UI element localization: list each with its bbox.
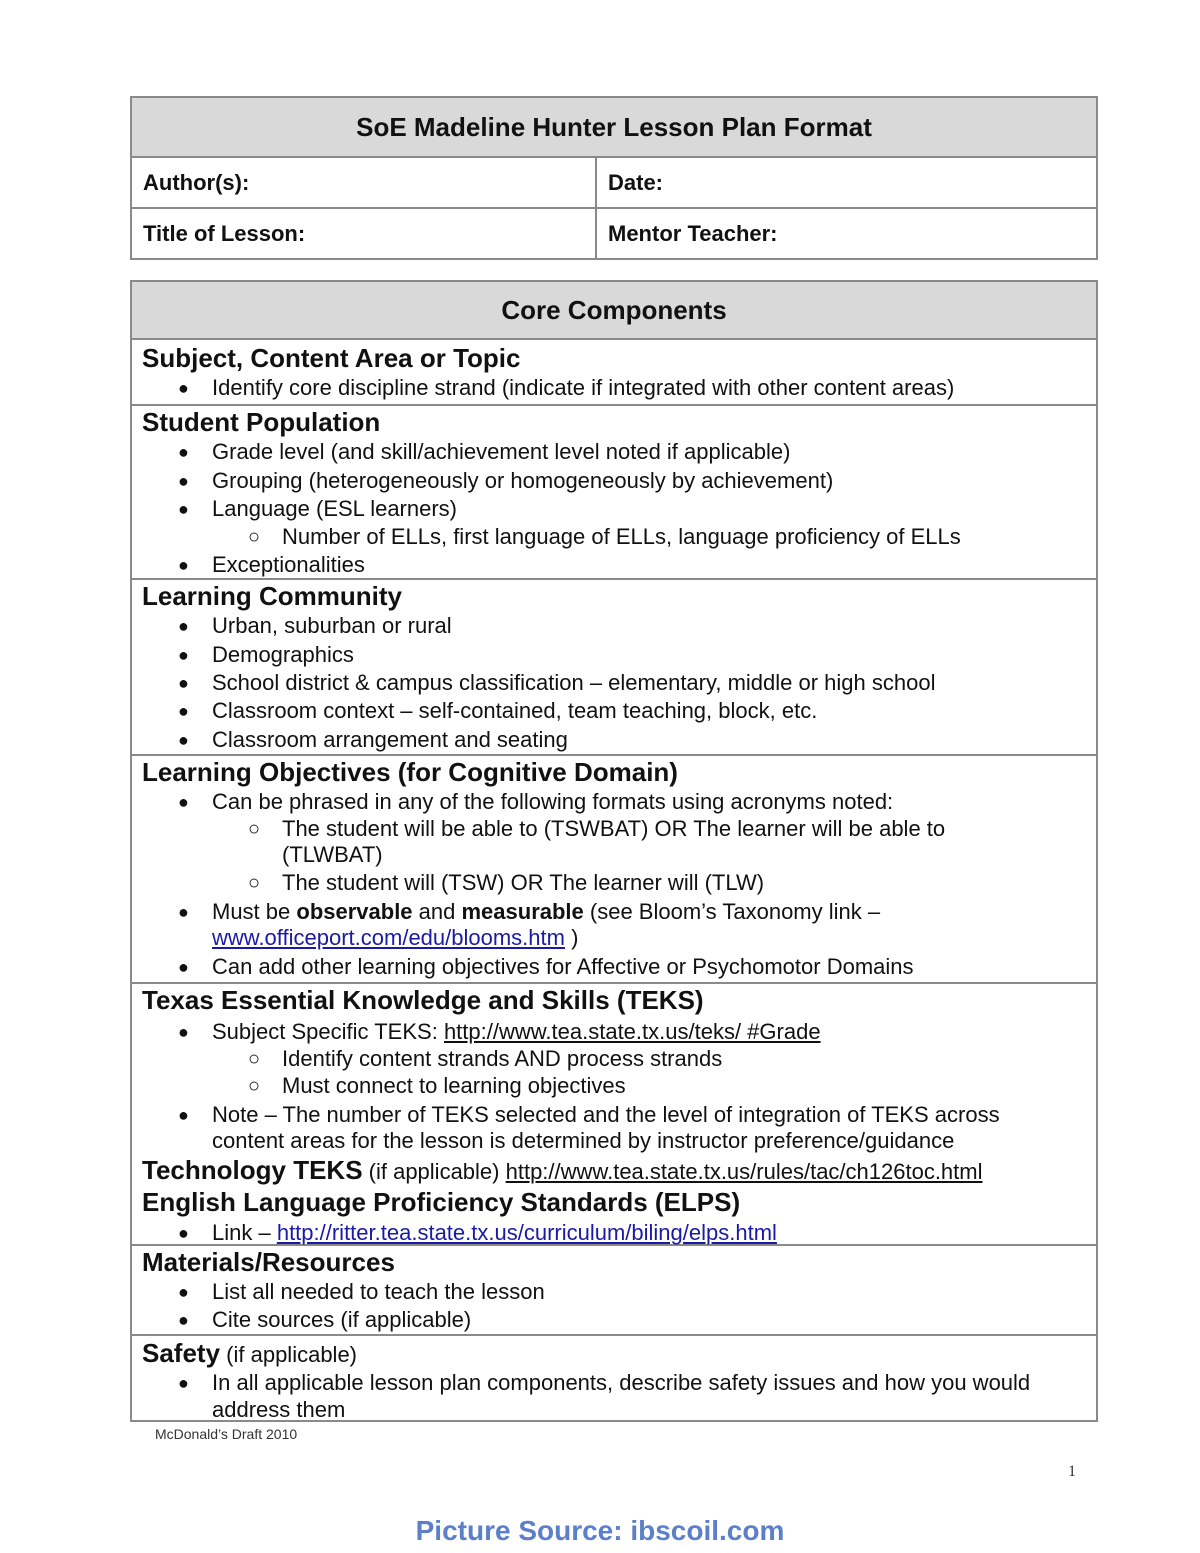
- bullet-icon: ●: [178, 616, 189, 636]
- objectives-item: Can add other learning objectives for Affective or Psychomotor Domains: [212, 954, 914, 979]
- text-span: (if applicable): [362, 1159, 506, 1184]
- bullet-icon: ●: [178, 1223, 189, 1243]
- teks-note-continuation: content areas for the lesson is determined by instructor preference/guidance: [212, 1128, 955, 1153]
- circle-bullet-icon: ○: [248, 526, 261, 548]
- community-heading: Learning Community: [142, 581, 403, 611]
- picture-source: Picture Source: ibscoil.com: [415, 1515, 785, 1546]
- subject-item: Identify core discipline strand (indicate if integrated with other content areas): [212, 375, 955, 400]
- bullet-icon: ●: [178, 1282, 189, 1302]
- document-title: SoE Madeline Hunter Lesson Plan Format: [132, 98, 1096, 158]
- bullet-icon: ●: [178, 471, 189, 491]
- teks-subitem: Must connect to learning objectives: [282, 1073, 626, 1098]
- text-span: Link –: [212, 1220, 277, 1245]
- population-heading: Student Population: [142, 407, 381, 437]
- page-number: 1: [1068, 1463, 1076, 1480]
- bold-observable: observable: [296, 899, 413, 924]
- teks-item: [212, 1019, 821, 1045]
- bold-measurable: measurable: [461, 899, 584, 924]
- bullet-icon: ●: [178, 701, 189, 721]
- bullet-icon: ●: [178, 1105, 189, 1125]
- community-item: Classroom arrangement and seating: [212, 727, 568, 752]
- bullet-icon: ●: [178, 645, 189, 665]
- date-label: Date:: [608, 169, 664, 195]
- bullet-icon: ●: [178, 957, 189, 977]
- teks-subitem: Identify content strands AND process strands: [282, 1046, 723, 1071]
- safety-heading-line: [142, 1338, 357, 1370]
- technology-teks-line: [142, 1155, 983, 1187]
- text-span: Subject Specific TEKS:: [212, 1019, 444, 1044]
- population-item: Exceptionalities: [212, 552, 365, 577]
- bullet-icon: ●: [178, 442, 189, 462]
- subject-teks-link[interactable]: http://www.tea.state.tx.us/teks/ #Grade: [443, 1019, 821, 1044]
- section-learning-community: [132, 580, 1096, 756]
- blooms-taxonomy-link[interactable]: www.officeport.com/edu/blooms.htm: [212, 925, 565, 950]
- bullet-icon: ●: [178, 378, 189, 398]
- population-item: Grade level (and skill/achievement level noted if applicable): [212, 439, 791, 464]
- lesson-title-label: Title of Lesson:: [132, 209, 597, 258]
- bullet-icon: ●: [178, 673, 189, 693]
- header-table: [130, 96, 1098, 260]
- teks-heading: Texas Essential Knowledge and Skills (TEKS): [142, 985, 704, 1015]
- technology-teks-link[interactable]: http://www.tea.state.tx.us/rules/tac/ch126toc.html: [505, 1159, 983, 1184]
- bullet-icon: ●: [178, 1310, 189, 1330]
- community-item: Demographics: [212, 642, 354, 667]
- community-item: School district & campus classification – elementary, middle or high school: [212, 670, 936, 695]
- text-span: Must be: [212, 899, 297, 924]
- bullet-icon: ●: [178, 902, 189, 922]
- draft-note: McDonald’s Draft 2010: [155, 1426, 298, 1442]
- objectives-heading: Learning Objectives (for Cognitive Domain): [142, 757, 678, 787]
- safety-note: (if applicable): [220, 1342, 357, 1367]
- text-span: ): [564, 925, 579, 950]
- community-item: Urban, suburban or rural: [212, 613, 452, 638]
- circle-bullet-icon: ○: [248, 818, 261, 840]
- circle-bullet-icon: ○: [248, 1048, 261, 1070]
- header-row-author: [132, 158, 1096, 207]
- community-item: Classroom context – self-contained, team teaching, block, etc.: [212, 698, 818, 723]
- circle-bullet-icon: ○: [248, 872, 261, 894]
- core-components-title: Core Components: [132, 282, 1096, 340]
- safety-item: In all applicable lesson plan components, describe safety issues and how you would: [212, 1370, 1031, 1395]
- author-label: Author(s):: [132, 158, 597, 207]
- blooms-link-line: [212, 925, 578, 951]
- subject-heading: Subject, Content Area or Topic: [142, 343, 521, 373]
- objectives-item-measurable: [212, 899, 880, 925]
- safety-item-continuation: address them: [212, 1397, 346, 1422]
- section-materials: [132, 1246, 1096, 1336]
- text-span: and: [412, 899, 462, 924]
- bullet-icon: ●: [178, 555, 189, 575]
- core-components-table: [130, 280, 1098, 1422]
- technology-note: [363, 1159, 983, 1184]
- objectives-item: Can be phrased in any of the following formats using acronyms noted:: [212, 789, 894, 814]
- mentor-teacher-label: Mentor Teacher:: [608, 220, 778, 246]
- bullet-icon: ●: [178, 1373, 189, 1393]
- technology-teks-heading: Technology TEKS: [142, 1155, 363, 1185]
- objectives-subitem: The student will (TSW) OR The learner will (TLW): [282, 870, 765, 895]
- safety-heading: Safety: [142, 1338, 221, 1368]
- population-item: Grouping (heterogeneously or homogeneously by achievement): [212, 468, 834, 493]
- elps-item: [212, 1220, 777, 1246]
- header-row-title: [132, 207, 1096, 258]
- population-item: Language (ESL learners): [212, 496, 458, 521]
- section-student-population: [132, 406, 1096, 580]
- materials-item: Cite sources (if applicable): [212, 1307, 472, 1332]
- bullet-icon: ●: [178, 792, 189, 812]
- elps-link[interactable]: http://ritter.tea.state.tx.us/curriculum/biling/elps.html: [276, 1220, 777, 1245]
- section-learning-objectives: [132, 756, 1096, 984]
- bullet-icon: ●: [178, 730, 189, 750]
- population-subitem: Number of ELLs, first language of ELLs, language proficiency of ELLs: [282, 524, 961, 549]
- objectives-subitem-continuation: (TLWBAT): [282, 842, 383, 867]
- teks-note: Note – The number of TEKS selected and the level of integration of TEKS across: [212, 1102, 1000, 1127]
- text-span: (see Bloom’s Taxonomy link –: [583, 899, 881, 924]
- materials-heading: Materials/Resources: [142, 1247, 395, 1277]
- circle-bullet-icon: ○: [248, 1075, 261, 1097]
- objectives-subitem: The student will be able to (TSWBAT) OR The learner will be able to: [282, 816, 946, 841]
- section-subject: [132, 340, 1096, 406]
- bullet-icon: ●: [178, 499, 189, 519]
- elps-heading: English Language Proficiency Standards (ELPS): [142, 1187, 741, 1217]
- bullet-icon: ●: [178, 1022, 189, 1042]
- materials-item: List all needed to teach the lesson: [212, 1279, 545, 1304]
- section-teks: [132, 984, 1096, 1246]
- section-safety: [132, 1336, 1096, 1422]
